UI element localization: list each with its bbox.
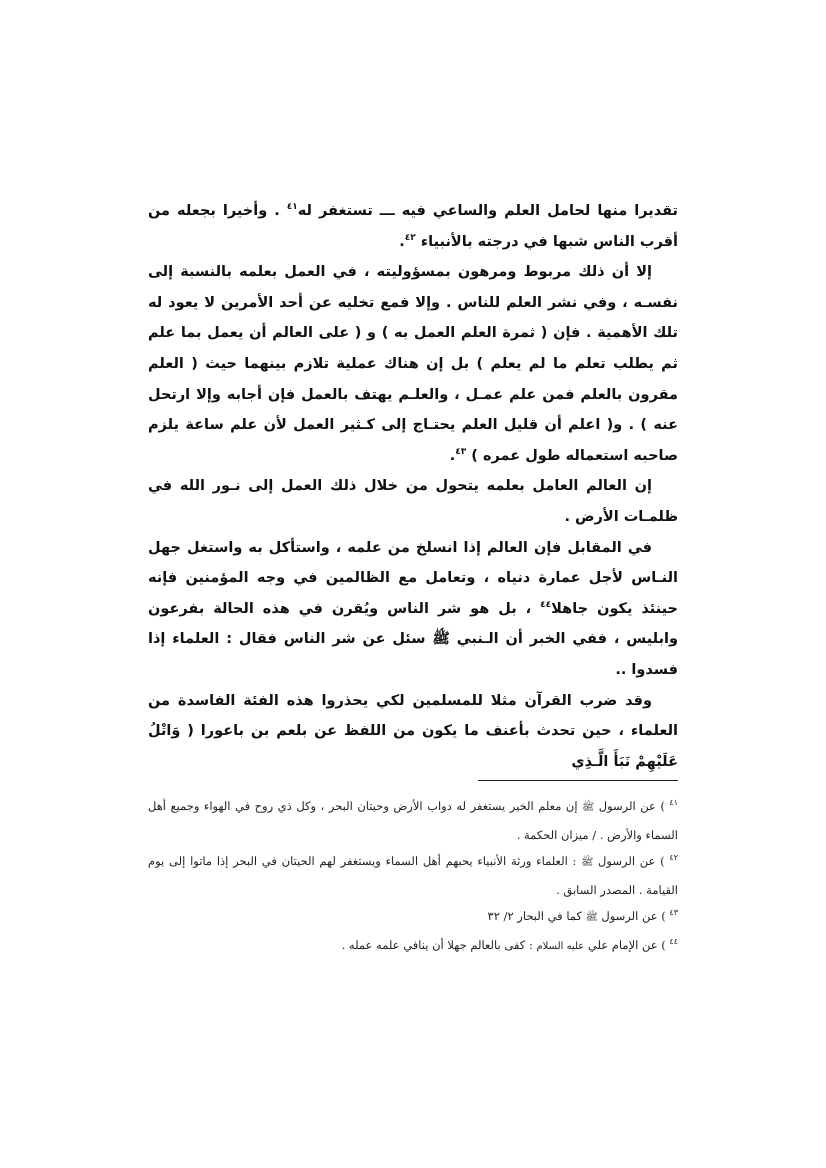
paragraph-text: سئل عن شر الناس فقال : العلماء إذا فسدوا .. bbox=[148, 631, 678, 678]
footnote-text: : كفى بالعالم جهلا أن ينافي علمه عمله . bbox=[341, 937, 537, 952]
salawat-glyph: عليه السلام bbox=[536, 940, 585, 952]
footnote-44 bbox=[148, 932, 678, 961]
footnote-ref-41[interactable]: ٤١ bbox=[286, 202, 298, 213]
footnote-number: ٤١ bbox=[669, 798, 679, 808]
footnote-41 bbox=[148, 793, 678, 848]
paragraph-text: ، بل هو شر الناس ويُقرن في هذه الحالة بفرعون وابليس ، ففي الخبر أن الـنبي bbox=[148, 600, 678, 648]
salawat-glyph: ﷺ bbox=[581, 857, 594, 868]
paragraph-text: إن العالم العامل بعلمه يتحول من خلال ذلك العمل إلى نـور الله في ظلمـات الأرض . bbox=[148, 478, 678, 525]
footnote-text: ) عن الرسول bbox=[597, 909, 670, 923]
footnote-42 bbox=[148, 848, 678, 903]
paragraph-text: إلا أن ذلك مربوط ومرهون بمسؤوليته ، في العمل بعلمه بالنسبة إلى نفسـه ، وفي نشر العلم للناس . وإلا فمع تخليه عن أحد الأمرين لا يعود له تلك الأهمية . فإن ( ثمرة العلم العمل به ) و ( على العالم أن يعمل بما علم ثم يطلب تعلم ما لم يعلم ) بل إن هناك عملية تلازم بينهما حيث ( العلم مقرون بالعلم فمن علم عمـل ، والعلـم يهتف بالعمل فإن أجابه وإلا ارتحل عنه ) . و( اعلم أن قليل العلم يحتـاج إلى كـثير العمل لأن علم ساعة يلزم صاحبه استعماله طول عمره ) bbox=[148, 264, 678, 464]
paragraph-text: وقد ضرب القرآن مثلا للمسلمين لكي يحذروا هذه الفئة الفاسدة من العلماء ، حين تحدث بأعنف ما يكون من اللفظ عن بلعم بن باعورا ( وَاتْلُ عَلَيْهِمْ نَبَأَ الَّـذِي bbox=[148, 692, 678, 770]
footnote-text: ) عن الرسول bbox=[593, 854, 670, 868]
paragraph-5 bbox=[148, 686, 678, 778]
footnote-43 bbox=[148, 903, 678, 932]
footnote-text: ) عن الإمام علي bbox=[584, 937, 670, 952]
paragraph-1 bbox=[148, 196, 678, 257]
salawat-glyph: ﷺ bbox=[582, 802, 595, 813]
paragraph-text: . bbox=[399, 233, 405, 250]
paragraph-text: في المقابل فإن العالم إذا انسلخ من علمه ، واستأكل به واستغل جهل النـاس لأجل عمارة دنياه ، وتعامل مع الظالمين في وجه المؤمنين فإنه حينئذ يكون جاهلا bbox=[148, 539, 678, 617]
footnote-text: كما في البحار ٢/ ٣٢ bbox=[487, 909, 586, 923]
salawat-glyph: ﷺ bbox=[432, 631, 450, 648]
footnote-number: ٤٤ bbox=[669, 936, 678, 946]
paragraph-2 bbox=[148, 257, 678, 471]
footnotes bbox=[148, 793, 678, 960]
footnote-ref-42[interactable]: ٤٢ bbox=[404, 232, 416, 243]
footnote-number: ٤٢ bbox=[669, 853, 678, 863]
paragraph-text: . وأخيرا بجعله من أقرب الناس شبها في درجته بالأنبياء bbox=[148, 203, 678, 250]
salawat-glyph: ﷺ bbox=[585, 912, 598, 923]
main-text bbox=[148, 196, 678, 777]
footnote-number: ٤٣ bbox=[669, 908, 678, 918]
paragraph-4 bbox=[148, 533, 678, 686]
footnote-ref-44[interactable]: ٤٤ bbox=[540, 599, 552, 610]
footnote-text: ) عن الرسول bbox=[594, 799, 670, 813]
footnote-text: : العلماء ورثة الأنبياء يحبهم أهل السماء ويستغفر لهم الحيتان في البحر إذا ماتوا إلى يوم القيامة . المصدر السابق . bbox=[148, 854, 678, 897]
footnote-text: إن معلم الخير يستغفر له دواب الأرض وحيتان البحر ، وكل ذي روح في الهواء وجميع أهل السماء والأرض . / ميزان الحكمة . bbox=[148, 799, 678, 842]
paragraph-text: تقديرا منها لحامل العلم والساعي فيه ـــ تستغفر له bbox=[297, 203, 678, 219]
paragraph-text: . bbox=[449, 447, 456, 464]
paragraph-3 bbox=[148, 471, 678, 532]
footnote-divider bbox=[478, 780, 678, 781]
footnote-ref-43[interactable]: ٤٣ bbox=[455, 446, 467, 457]
